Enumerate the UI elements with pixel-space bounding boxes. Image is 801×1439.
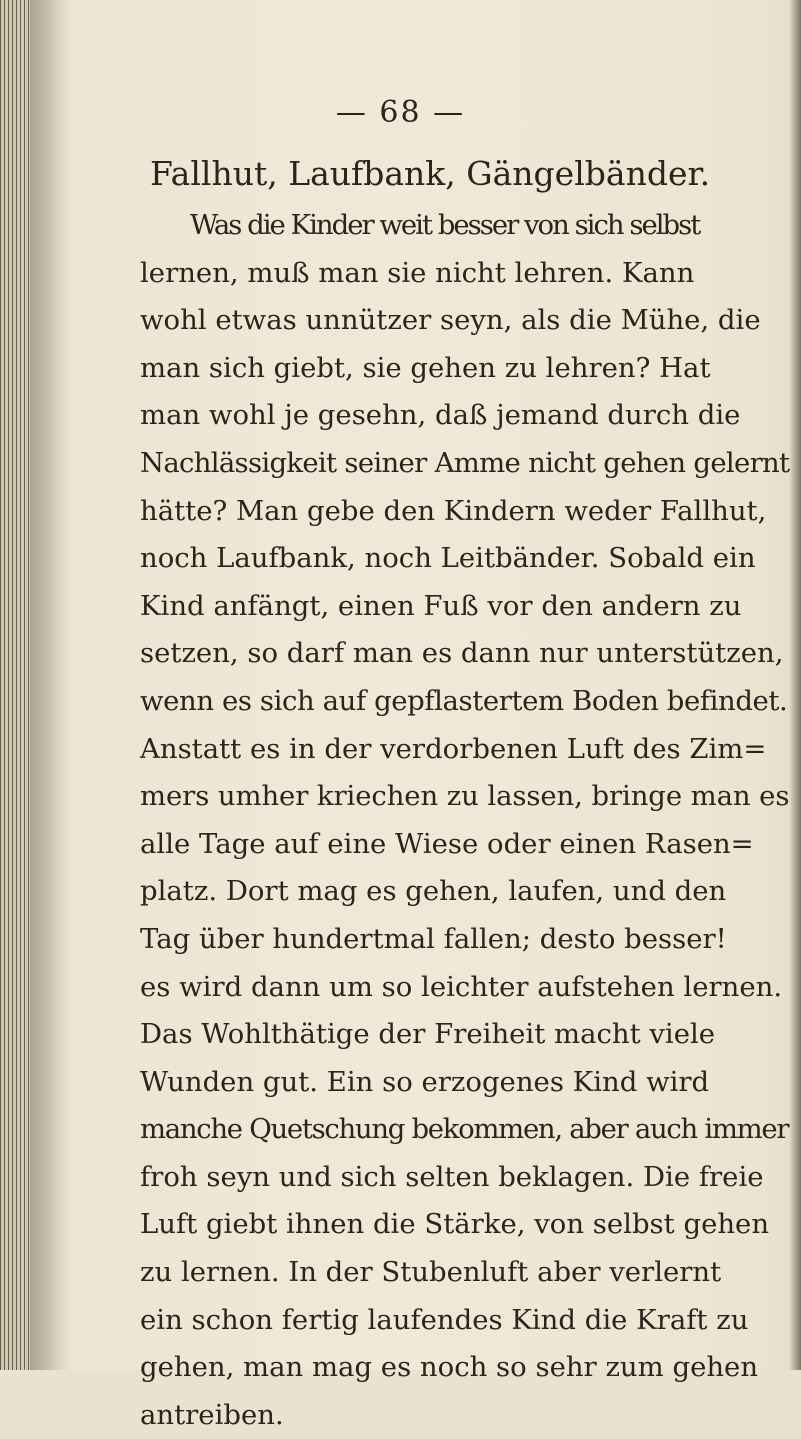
- text-line: Anstatt es in der verdorbenen Luft des Zim=: [140, 732, 767, 765]
- text-line: Nachlässigkeit seiner Amme nicht gehen gelernt: [140, 446, 790, 479]
- text-line: man wohl je gesehn, daß jemand durch die: [140, 399, 741, 432]
- body-text: [140, 202, 790, 1439]
- page-number: — 68 —: [335, 95, 466, 130]
- text-line: man sich giebt, sie gehen zu lehren? Hat: [140, 351, 711, 384]
- text-line: Kind anfängt, einen Fuß vor den andern zu: [140, 589, 742, 622]
- text-line: Tag über hundertmal fallen; desto besser!: [140, 922, 727, 955]
- page-edge-shadow: [789, 0, 801, 1370]
- text-line: mers umher kriechen zu lassen, bringe man es: [140, 780, 790, 813]
- text-line: froh seyn und sich selten beklagen. Die freie: [140, 1160, 764, 1193]
- text-line: lernen, muß man sie nicht lehren. Kann: [140, 256, 695, 289]
- text-line: setzen, so darf man es dann nur unterstützen,: [140, 637, 784, 670]
- text-line: wenn es sich auf gepflastertem Boden befindet.: [140, 684, 788, 717]
- text-line: ein schon fertig laufendes Kind die Kraft zu: [140, 1303, 749, 1336]
- text-line: Das Wohlthätige der Freiheit macht viele: [140, 1018, 716, 1051]
- text-line: Was die Kinder weit besser von sich selbst: [190, 209, 700, 241]
- text-line: platz. Dort mag es gehen, laufen, und den: [140, 875, 727, 908]
- text-line: antreiben.: [140, 1398, 284, 1431]
- section-heading: Fallhut, Laufbank, Gängelbänder.: [150, 154, 711, 193]
- text-line: alle Tage auf eine Wiese oder einen Rasen=: [140, 827, 754, 860]
- text-line: es wird dann um so leichter aufstehen lernen.: [140, 970, 783, 1003]
- text-line: wohl etwas unnützer seyn, als die Mühe, die: [140, 304, 761, 337]
- text-line: gehen, man mag es noch so sehr zum gehen: [140, 1351, 759, 1384]
- book-spine: [0, 0, 30, 1370]
- text-line: Luft giebt ihnen die Stärke, von selbst gehen: [140, 1208, 770, 1241]
- text-line: noch Laufbank, noch Leitbänder. Sobald ein: [140, 542, 756, 575]
- text-line: Wunden gut. Ein so erzogenes Kind wird: [140, 1065, 710, 1098]
- text-line: zu lernen. In der Stubenluft aber verlernt: [140, 1256, 722, 1289]
- gutter-shadow: [30, 0, 70, 1370]
- text-line: manche Quetschung bekommen, aber auch immer: [140, 1113, 789, 1146]
- text-line: hätte? Man gebe den Kindern weder Fallhut,: [140, 494, 767, 527]
